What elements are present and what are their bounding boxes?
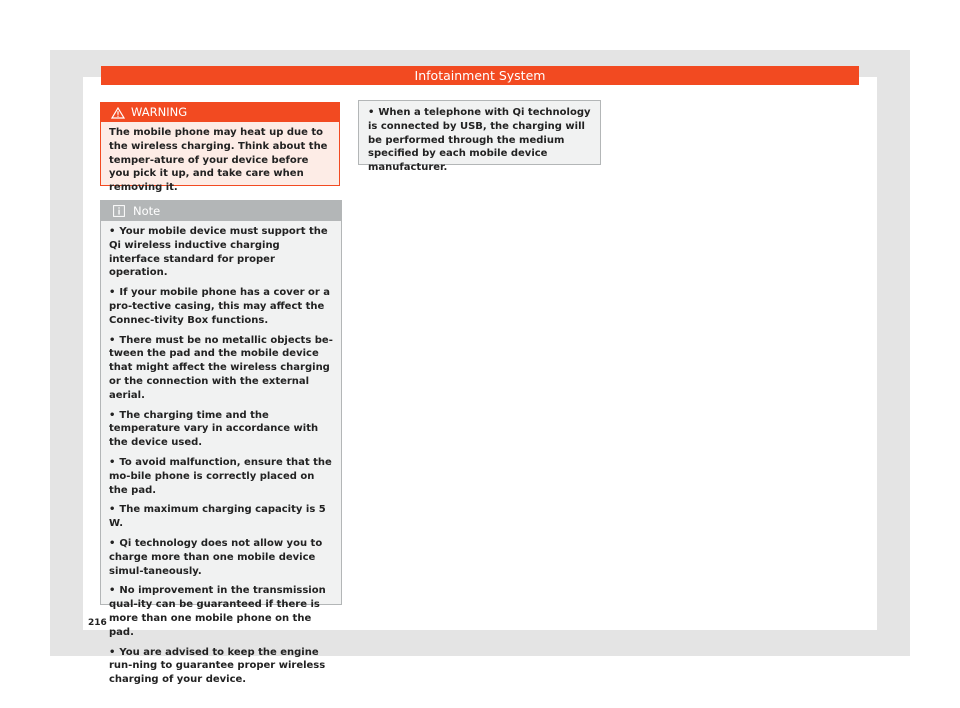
warning-title: WARNING — [131, 105, 188, 119]
bullet-icon: • — [368, 107, 375, 118]
continued-note-box — [358, 100, 601, 174]
note-item: • Qi technology does not allow you to charge more than one mobile device simul-taneously. — [109, 537, 323, 577]
note-item: • If your mobile phone has a cover or a pro-tective casing, this may affect the Connec-tivity Box functions. — [109, 287, 331, 326]
note-item: • There must be no metallic objects be-tween the pad and the mobile device that might affect the wireless charging or the connection with the external aerial. — [109, 334, 333, 401]
bullet-icon: • — [109, 287, 116, 299]
note-item: • The charging time and the temperature vary in accordance with the device used. — [109, 409, 319, 449]
note-title: Note — [133, 204, 161, 218]
bullet-icon: • — [109, 585, 116, 597]
note-list — [101, 221, 341, 687]
bullet-icon: • — [109, 504, 116, 516]
section-header: Infotainment System — [101, 66, 859, 85]
note-item: • You are advised to keep the engine run-ning to guarantee proper wireless charging of your device. — [109, 646, 326, 686]
bullet-icon: • — [109, 456, 116, 468]
note-box — [100, 200, 342, 686]
note-item: • No improvement in the transmission qual-ity can be guaranteed if there is more than one mobile phone on the pad. — [109, 585, 326, 638]
bullet-icon: • — [109, 226, 116, 237]
info-icon — [113, 205, 125, 217]
note-item: • The maximum charging capacity is 5 W. — [109, 504, 326, 530]
bullet-icon: • — [109, 334, 116, 346]
warning-box — [100, 102, 340, 194]
warning-triangle-icon — [111, 107, 125, 119]
note-item: • To avoid malfunction, ensure that the mo-bile phone is correctly placed on the pad. — [109, 456, 332, 496]
warning-text: The mobile phone may heat up due to the wireless charging. Think about the temper-ature of your device before you pick it up, and take care when removing it. — [109, 127, 328, 194]
continued-note-item: • When a telephone with Qi technology is connected by USB, the charging will be performed through the medium specified by each mobile device manufacturer. — [368, 107, 591, 174]
bullet-icon: • — [109, 537, 116, 549]
page-number: 216 — [88, 618, 107, 628]
bullet-icon: • — [109, 409, 116, 421]
bullet-icon: • — [109, 646, 116, 658]
note-header — [101, 201, 341, 221]
warning-header — [101, 103, 339, 122]
note-item: • Your mobile device must support the Qi wireless inductive charging interface standard for proper operation. — [109, 226, 328, 279]
